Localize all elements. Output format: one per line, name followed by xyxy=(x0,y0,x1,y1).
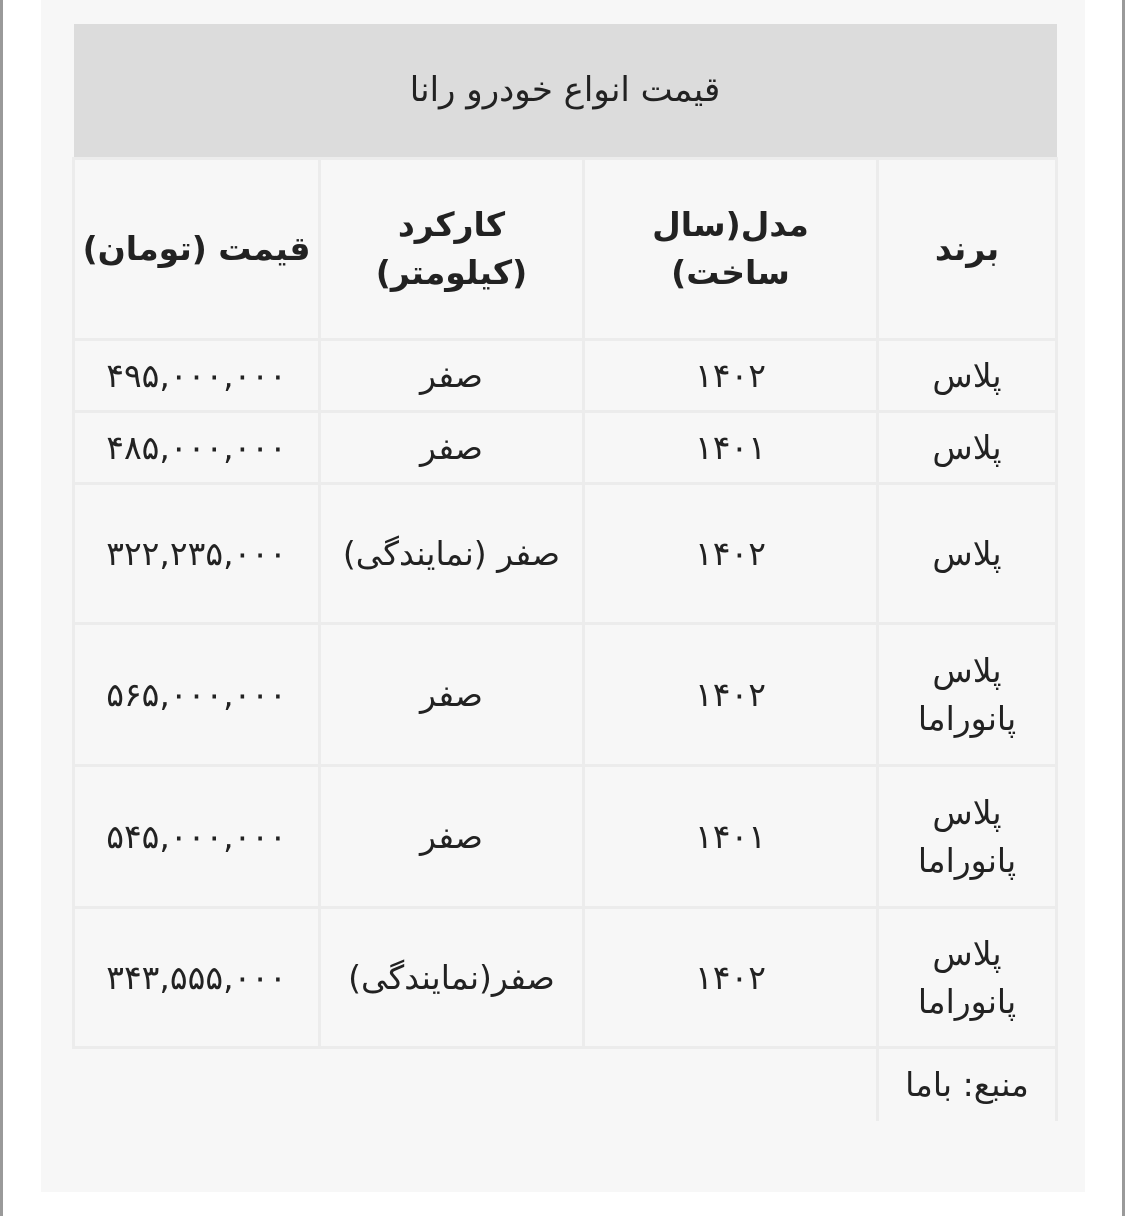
table-row xyxy=(74,484,1057,624)
header-mileage: کارکرد (کیلومتر) xyxy=(320,159,584,340)
cell-mileage: صفر xyxy=(320,766,584,908)
cell-brand: پلاس xyxy=(878,412,1057,484)
table-row xyxy=(74,340,1057,412)
cell-brand: پلاس xyxy=(878,484,1057,624)
cell-brand: پلاس پانوراما xyxy=(878,624,1057,766)
price-table xyxy=(72,24,1058,1121)
cell-brand: پلاس پانوراما xyxy=(878,908,1057,1048)
cell-mileage: صفر xyxy=(320,624,584,766)
cell-model: ۱۴۰۱ xyxy=(584,412,878,484)
table-row xyxy=(74,908,1057,1048)
header-brand: برند xyxy=(878,159,1057,340)
cell-price: ۵۶۵,۰۰۰,۰۰۰ xyxy=(74,624,320,766)
cell-price: ۴۸۵,۰۰۰,۰۰۰ xyxy=(74,412,320,484)
cell-model: ۱۴۰۲ xyxy=(584,340,878,412)
cell-mileage: صفر (نمایندگی) xyxy=(320,484,584,624)
cell-price: ۵۴۵,۰۰۰,۰۰۰ xyxy=(74,766,320,908)
cell-mileage: صفر xyxy=(320,340,584,412)
table-title: قیمت انواع خودرو رانا xyxy=(74,24,1057,159)
header-model: مدل(سال ساخت) xyxy=(584,159,878,340)
cell-mileage: صفر xyxy=(320,412,584,484)
header-price: قیمت (تومان) xyxy=(74,159,320,340)
window-edge-left xyxy=(0,0,3,1216)
source-note: منبع: باما xyxy=(878,1048,1057,1122)
cell-brand: پلاس xyxy=(878,340,1057,412)
cell-price: ۳۴۳,۵۵۵,۰۰۰ xyxy=(74,908,320,1048)
cell-model: ۱۴۰۲ xyxy=(584,624,878,766)
table-row xyxy=(74,624,1057,766)
cell-model: ۱۴۰۱ xyxy=(584,766,878,908)
table-row xyxy=(74,766,1057,908)
cell-brand: پلاس پانوراما xyxy=(878,766,1057,908)
table-row xyxy=(74,412,1057,484)
cell-price: ۳۲۲,۲۳۵,۰۰۰ xyxy=(74,484,320,624)
cell-model: ۱۴۰۲ xyxy=(584,484,878,624)
cell-model: ۱۴۰۲ xyxy=(584,908,878,1048)
cell-price: ۴۹۵,۰۰۰,۰۰۰ xyxy=(74,340,320,412)
empty-cell xyxy=(74,1048,878,1122)
cell-mileage: صفر(نمایندگی) xyxy=(320,908,584,1048)
